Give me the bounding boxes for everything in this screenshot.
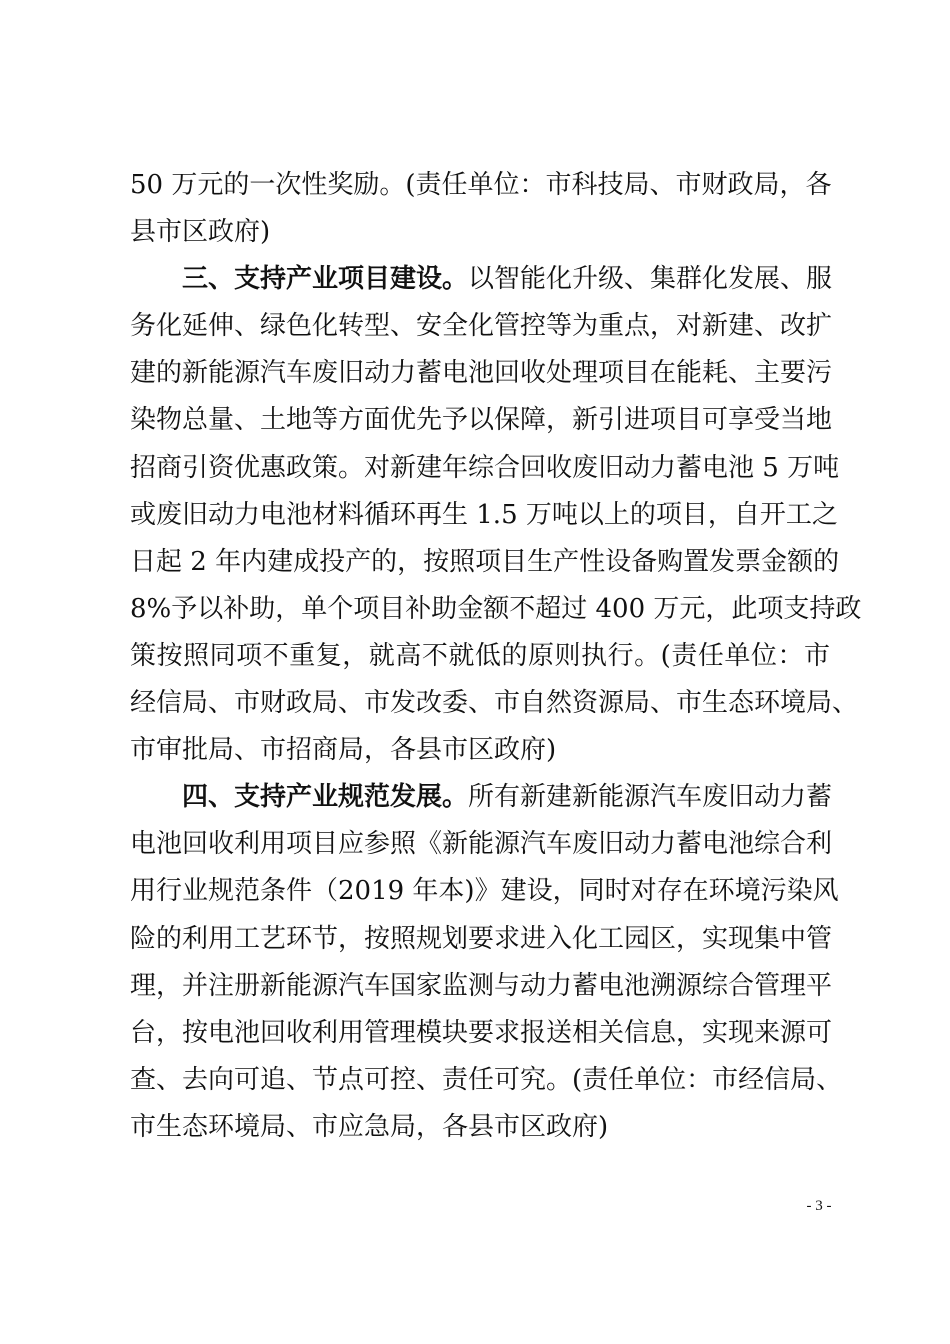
text-line: 台，按电池回收利用管理模块要求报送相关信息，实现来源可 bbox=[130, 1017, 833, 1048]
text-line: 市生态环境局、市应急局，各县市区政府) bbox=[130, 1111, 609, 1142]
text-line: 理，并注册新能源汽车国家监测与动力蓄电池溯源综合管理平 bbox=[130, 970, 833, 1001]
text-line: 招商引资优惠政策。对新建年综合回收废旧动力蓄电池 5 万吨 bbox=[130, 452, 840, 483]
text-line: 经信局、市财政局、市发改委、市自然资源局、市生态环境局、 bbox=[130, 688, 859, 719]
text-line: 务化延伸、绿色化转型、安全化管控等为重点，对新建、改扩 bbox=[130, 311, 833, 342]
text-line: 50 万元的一次性奖励。(责任单位：市科技局、市财政局，各 bbox=[130, 170, 832, 200]
text-line: 县市区政府) bbox=[130, 217, 271, 248]
text-line: 策按照同项不重复，就高不就低的原则执行。(责任单位：市 bbox=[130, 640, 830, 671]
text-line: 电池回收利用项目应参照《新能源汽车废旧动力蓄电池综合利 bbox=[130, 829, 833, 860]
text-line: 市审批局、市招商局，各县市区政府) bbox=[130, 735, 557, 766]
text-line: 险的利用工艺环节，按照规划要求进入化工园区，实现集中管 bbox=[130, 923, 833, 954]
text-line: 或废旧动力电池材料循环再生 1.5 万吨以上的项目，自开工之 bbox=[130, 499, 838, 530]
section-3-first-line-text: 以智能化升级、集群化发展、服 bbox=[468, 264, 833, 295]
text-line: 建的新能源汽车废旧动力蓄电池回收处理项目在能耗、主要污 bbox=[130, 358, 833, 389]
text-line: 用行业规范条件（2019 年本)》建设，同时对存在环境污染风 bbox=[130, 876, 839, 907]
section-4-first-line-text: 所有新建新能源汽车废旧动力蓄 bbox=[468, 782, 833, 813]
text-line: 日起 2 年内建成投产的，按照项目生产性设备购置发票金额的 bbox=[130, 546, 840, 577]
text-line: 8%予以补助，单个项目补助金额不超过 400 万元，此项支持政 bbox=[130, 593, 862, 624]
section-3-heading: 三、支持产业项目建设。 bbox=[182, 264, 469, 295]
page-number: - 3 - bbox=[806, 1198, 832, 1214]
text-line: 查、去向可追、节点可控、责任可究。(责任单位：市经信局、 bbox=[130, 1064, 843, 1095]
section-3-first-line bbox=[130, 256, 833, 303]
document-body bbox=[130, 162, 862, 1151]
section-4-first-line bbox=[130, 774, 833, 821]
section-4-heading: 四、支持产业规范发展。 bbox=[182, 782, 469, 813]
text-line: 染物总量、土地等方面优先予以保障，新引进项目可享受当地 bbox=[130, 405, 833, 436]
